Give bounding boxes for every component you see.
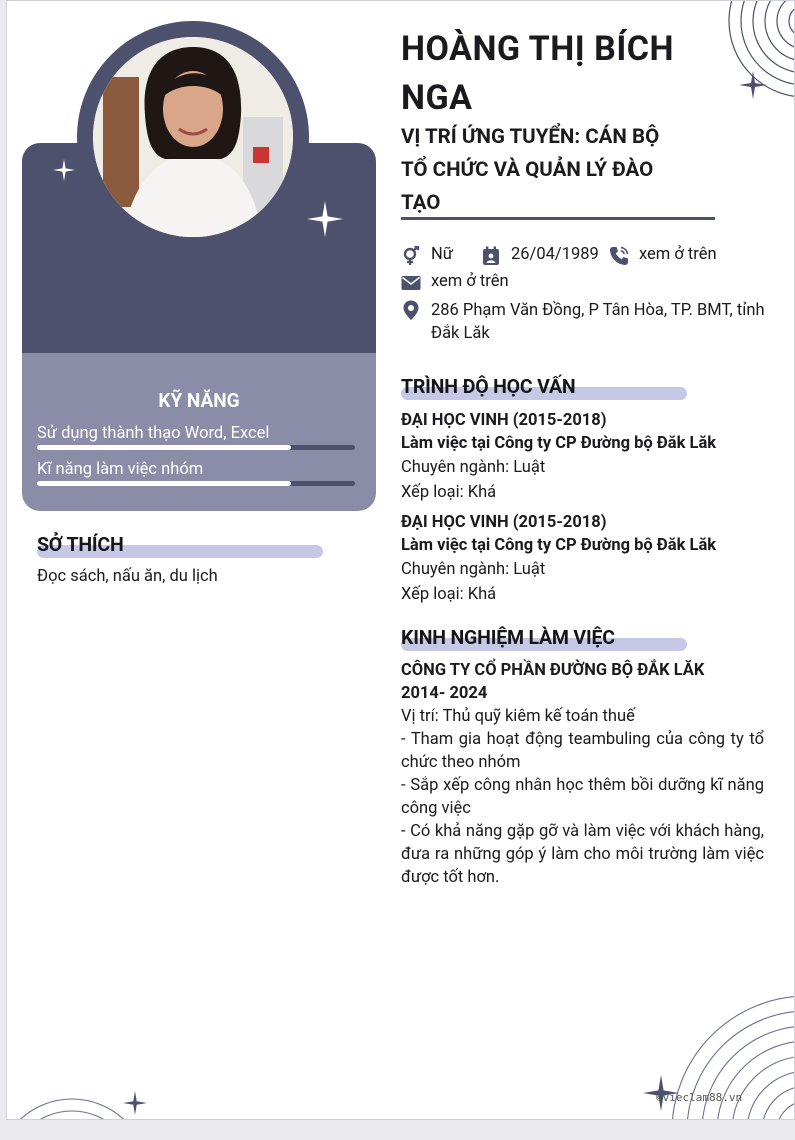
cv-page [6,0,795,1120]
job-bullet: - Sắp xếp công nhân học thêm bồi dưỡng kĩ năng công việc [401,776,764,818]
education-major: Chuyên ngành: Luật [401,560,546,579]
phone-icon [609,246,629,266]
address-row [401,299,769,345]
employment-period: 2014- 2024 [401,684,488,703]
calendar-icon [481,246,501,266]
envelope-icon [401,273,421,293]
gender-icon [401,246,421,266]
gender-row [401,245,453,266]
experience-title: KINH NGHIỆM LÀM VIỆC [401,626,615,649]
education-major: Chuyên ngành: Luật [401,458,546,477]
education-heading [401,375,575,398]
hobbies-text: Đọc sách, nấu ăn, du lịch [37,567,218,586]
school-name: ĐẠI HỌC VINH (2015-2018) [401,513,607,532]
education-grade: Xếp loại: Khá [401,483,497,502]
skill-label: Sử dụng thành thạo Word, Excel [37,424,270,443]
school-name: ĐẠI HỌC VINH (2015-2018) [401,411,607,430]
skill-label: Kĩ năng làm việc nhóm [37,460,204,479]
sparkle-icon [53,159,75,181]
birthdate-value: 26/04/1989 [511,245,599,264]
watermark: ©vieclam88.vn [656,1091,743,1104]
education-title: TRÌNH ĐỘ HỌC VẤN [401,375,576,398]
company-name: CÔNG TY CỔ PHẦN ĐƯỜNG BỘ ĐẮK LĂK [401,661,705,680]
education-entry [401,409,764,504]
address-value: 286 Phạm Văn Đồng, P Tân Hòa, TP. BMT, tỉnh Đắk Lăk [431,301,765,343]
education-work: Làm việc tại Công ty CP Đường bộ Đăk Lăk [401,434,717,453]
hobbies-title: SỞ THÍCH [37,533,124,556]
skill-bar-fill [37,445,291,450]
profile-photo [93,37,293,237]
education-work: Làm việc tại Công ty CP Đường bộ Đăk Lăk [401,536,717,555]
skill-item [37,460,355,479]
gender-value: Nữ [431,245,453,264]
skill-bar-fill [37,481,291,486]
divider [401,217,715,220]
experience-heading [401,626,615,649]
sparkle-icon [739,71,767,99]
email-value: xem ở trên [431,272,509,291]
skill-bar [37,481,355,486]
skill-item [37,424,355,443]
candidate-name: HOÀNG THỊ BÍCH NGA [401,29,675,118]
education-entry [401,511,764,606]
sparkle-icon [307,201,343,237]
applied-position: VỊ TRÍ ỨNG TUYỂN: CÁN BỘ TỔ CHỨC VÀ QUẢN LÝ ĐÀO TẠO [401,125,660,215]
job-bullet: - Có khả năng gặp gỡ và làm việc với khách hàng, đưa ra những góp ý làm cho môi trường làm việc được tốt hơn. [401,822,764,887]
job-bullet: - Tham gia hoạt động teambuling của công ty tổ chức theo nhóm [401,730,764,772]
birthdate-row [481,245,599,266]
experience-entry [401,659,764,889]
job-role: Vị trí: Thủ quỹ kiêm kế toán thuế [401,707,635,726]
location-pin-icon [401,300,421,322]
hobbies-heading [37,533,124,556]
sparkle-icon [123,1091,147,1115]
phone-value: xem ở trên [639,245,717,264]
education-grade: Xếp loại: Khá [401,585,497,604]
skills-heading: KỸ NĂNG [158,389,240,412]
skill-bar [37,445,355,450]
email-row [401,272,509,293]
phone-row [609,245,717,266]
